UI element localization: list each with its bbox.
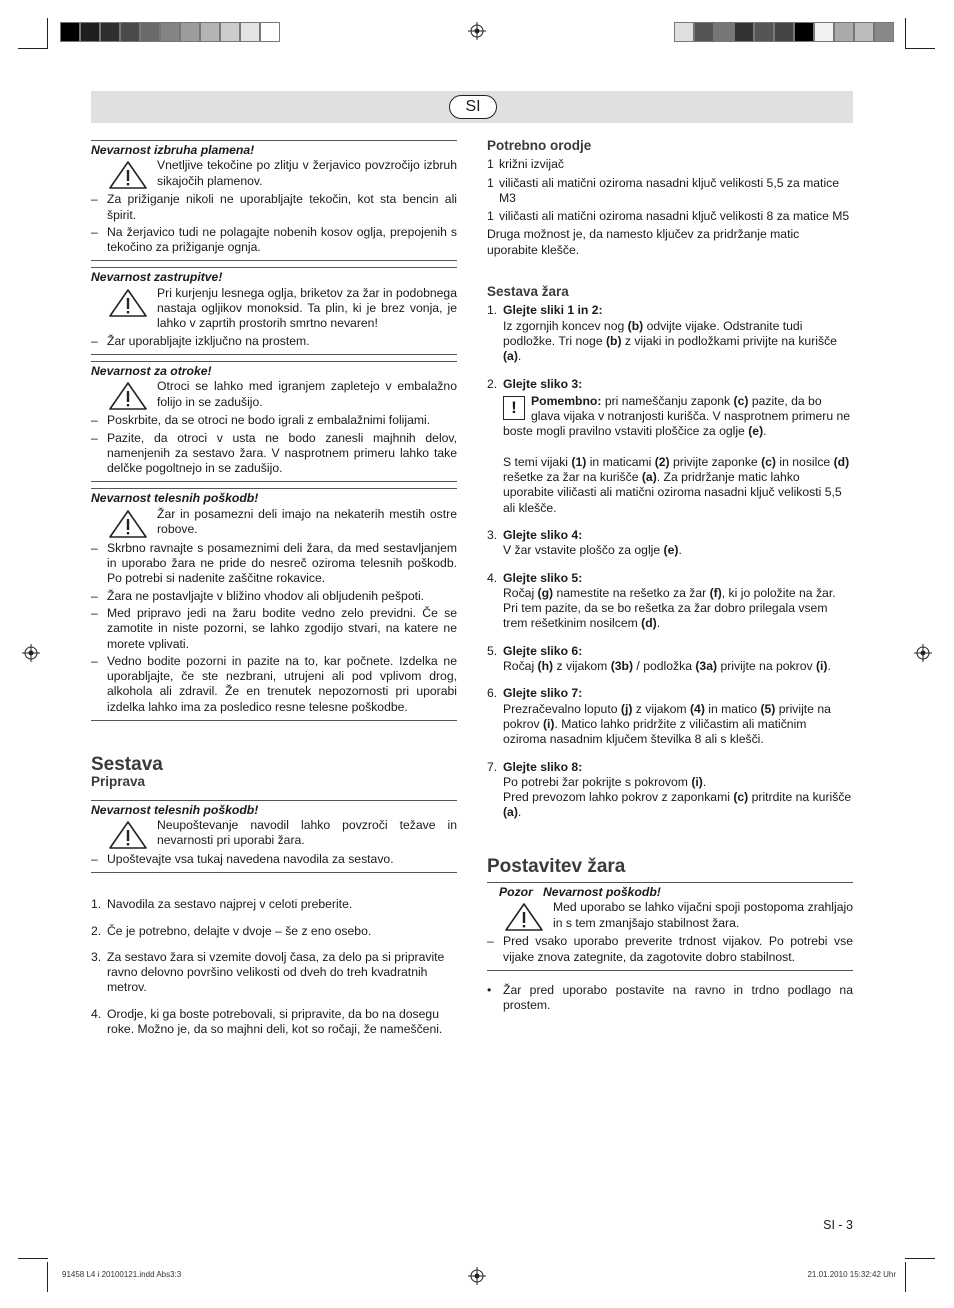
list-item: – Pred vsako uporabo preverite trdnost vijakov. Po potrebi vse vijake znova zategnite, da zagotovite dobro stabilnost. xyxy=(487,934,853,964)
language-badge: SI xyxy=(449,95,497,119)
warning-setup xyxy=(487,882,853,971)
assembly-step: 7. Glejte sliko 8: Po potrebi žar pokrijte s pokrovom (i). Pred prevozom lahko pokrov z zaponkami (c) pritrdite na kurišče (a). xyxy=(487,759,852,820)
assembly-step: 2. Glejte sliko 3: ! Pomembno: pri nameščanju zaponk (c) pazite, da bo glava vijaka v notranjosti kurišča. V nasprotnem primeru ne boste mogli pravilno vstaviti ploščice za oglje (e). S temi vijaki (1) in maticami (2) privijte zaponke (c) in nosilce (d) rešetke za žar na kurišče (a). Za pridržanje matic lahko uporabite viličasti ali matični oziroma nasadni ključ velikosti 5,5 ali klešče. xyxy=(487,377,853,516)
warning-triangle-icon xyxy=(107,381,149,411)
warning-triangle-icon xyxy=(107,160,149,190)
registration-target-icon xyxy=(468,22,486,40)
warning-title: Nevarnost telesnih poškodb! xyxy=(91,491,259,506)
subheading-tools: Potrebno orodje xyxy=(487,138,592,153)
warning-title: Nevarnost izbruha plamena! xyxy=(91,143,255,157)
file-info: 91458 L4 i 20100121.indd Abs3:3 xyxy=(62,1270,182,1279)
warning-fire xyxy=(91,140,457,261)
warning-text: Pri kurjenju lesnega oglja, briketov za žar in podobnega nastaja ogljikov monoksid. Ta plin, ki je brez vonja, je lahko v zaprtih prostorih smrtno nevaren! xyxy=(157,285,457,331)
list-item: – Vedno bodite pozorni in pazite na to, kar počnete. Izdelka ne uporabljajte, če ste nezbrani, utrujeni ali pod vplivom drog, alkohola ali zdravil. Že en trenutek nepozornosti pri uporabi izdelka lahko ima za posledico resne telesne poškodbe. xyxy=(91,653,457,714)
list-item: – Skrbno ravnajte s posameznimi deli žara, da med sestavljanjem in uporabo žara ne pride do nesreč oziroma telesnih poškodb. Po potrebi si nadenite zaščitne rokavice. xyxy=(91,540,457,586)
color-swatch xyxy=(834,22,854,42)
warning-injury xyxy=(91,488,457,721)
color-swatch xyxy=(200,22,220,42)
left-column xyxy=(91,140,457,1037)
subheading-assembly: Sestava žara xyxy=(487,284,569,300)
list-item: 4. Orodje, ki ga boste potrebovali, si pripravite, da bo na dosegu roke. Možno je, da so majhni deli, kot so ročaji, že nameščeni. xyxy=(91,1006,443,1036)
assembly-step: 3. Glejte sliko 4: V žar vstavite ploščo za oglje (e). xyxy=(487,527,682,558)
color-bar-right xyxy=(674,22,894,42)
color-swatch xyxy=(140,22,160,42)
bullet-item: • Žar pred uporabo postavite na ravno in trdno podlago na prostem. xyxy=(487,982,853,1013)
crop-mark xyxy=(47,1262,48,1292)
crop-mark xyxy=(905,18,906,48)
warning-triangle-icon xyxy=(503,902,545,932)
warning-title: Pozor Nevarnost poškodb! xyxy=(499,884,661,899)
assembly-step: 5. Glejte sliko 6: Ročaj (h) z vijakom (3b) / podložka (3a) privijte na pokrov (i). xyxy=(487,643,831,674)
list-item: 1. Navodila za sestavo najprej v celoti preberite. xyxy=(91,897,353,912)
registration-target-icon xyxy=(914,644,932,662)
assembly-step: 4. Glejte sliko 5: Ročaj (g) namestite na rešetko za žar (f), ki jo položite na žar. Pri tem pazite, da se bo rešetka za žar dobro prilegala vsem trem rešetkinim nosilcem (d). xyxy=(487,570,836,631)
color-swatch xyxy=(874,22,894,42)
warning-text: Žar in posamezni deli imajo na nekaterih mestih ostre robove. xyxy=(157,506,457,537)
list-item: – Žar uporabljajte izključno na prostem. xyxy=(91,333,310,348)
list-item: – Med pripravo jedi na žaru bodite vedno zelo previdni. Če se zamotite in niste pozorni, se lahko zgodijo stvari, na katere ne morete vplivati. xyxy=(91,605,457,651)
list-item: – Upoštevajte vsa tukaj navedena navodila za sestavo. xyxy=(91,851,394,866)
preparation-steps xyxy=(91,897,457,1037)
list-item: 3. Za sestavo žara si vzemite dovolj časa, za delo pa si pripravite ravno delovno površino velikosti od dveh do treh kvadratnih metrov. xyxy=(91,949,445,995)
color-bar-left xyxy=(60,22,280,42)
warning-text: Otroci se lahko med igranjem zapletejo v embalažno folijo in se zadušijo. xyxy=(157,379,457,409)
color-swatch xyxy=(714,22,734,42)
warning-injury-assembly xyxy=(91,800,457,874)
list-item: 1 križni izvijač xyxy=(487,157,565,172)
section-heading-postavitev: Postavitev žara xyxy=(487,855,626,877)
right-column xyxy=(487,138,853,1015)
section-heading-sestava: Sestava xyxy=(91,754,163,776)
warning-triangle-icon xyxy=(107,820,149,850)
color-swatch xyxy=(734,22,754,42)
crop-mark xyxy=(18,48,48,49)
list-item: 1 viličasti ali matični oziroma nasadni ključ velikosti 5,5 za matice M3 xyxy=(487,175,840,205)
warning-triangle-icon xyxy=(107,509,149,539)
exclamation-icon: ! xyxy=(503,396,525,420)
tools-note: Druga možnost je, da namesto ključev za pridržanje matic uporabite klešče. xyxy=(487,227,800,257)
crop-mark xyxy=(905,48,935,49)
color-swatch xyxy=(220,22,240,42)
color-swatch xyxy=(674,22,694,42)
list-item: – Na žerjavico tudi ne polagajte nobenih kosov oglja, prepojenih s tekočino za prižiganje ognja. xyxy=(91,224,457,255)
warning-children xyxy=(91,361,457,482)
crop-mark xyxy=(18,1258,48,1259)
color-swatch xyxy=(60,22,80,42)
assembly-step: 6. Glejte sliko 7: Prezračevalno loputo (j) z vijakom (4) in matico (5) privijte na pokrov (i). Matico lahko pridržite z viličastim ali matičnim oziroma nasadnim ključem številka 8 ali s klešči. xyxy=(487,686,831,747)
color-swatch xyxy=(240,22,260,42)
page-number: SI - 3 xyxy=(823,1218,853,1232)
subheading-priprava: Priprava xyxy=(91,774,146,790)
warning-triangle-icon xyxy=(107,288,149,318)
color-swatch xyxy=(180,22,200,42)
list-item: – Poskrbite, da se otroci ne bodo igrali z embalažnimi folijami. xyxy=(91,413,431,428)
color-swatch xyxy=(160,22,180,42)
color-swatch xyxy=(120,22,140,42)
warning-poison xyxy=(91,267,457,354)
crop-mark xyxy=(47,18,48,48)
registration-target-icon xyxy=(468,1267,486,1285)
datetime: 21.01.2010 15:32:42 Uhr xyxy=(807,1270,896,1279)
color-swatch xyxy=(774,22,794,42)
warning-text: Med uporabo se lahko vijačni spoji postopoma zrahljajo in s tem zmanjšajo stabilnost žara. xyxy=(553,900,853,930)
color-swatch xyxy=(260,22,280,42)
color-swatch xyxy=(854,22,874,42)
color-swatch xyxy=(754,22,774,42)
crop-mark xyxy=(905,1262,906,1292)
color-swatch xyxy=(100,22,120,42)
list-item: – Žara ne postavljajte v bližino vhodov ali obljudenih pešpoti. xyxy=(91,588,425,603)
warning-title: Nevarnost telesnih poškodb! xyxy=(91,802,259,817)
list-item: 2. Če je potrebno, delajte v dvoje – še z eno osebo. xyxy=(91,923,372,938)
list-item: – Pazite, da otroci v usta ne bodo zanesli majhnih delov, namenjenih za sestavo žara. V nasprotnem primeru lahko take delčke pogoltnejo in se zadušijo. xyxy=(91,430,457,476)
warning-title: Nevarnost za otroke! xyxy=(91,363,212,378)
important-note: ! Pomembno: pri nameščanju zaponk (c) pazite, da bo glava vijaka v notranjosti kurišča. V nasprotnem primeru ne boste mogli pravilno vstaviti ploščice za oglje (e). xyxy=(503,393,851,439)
color-swatch xyxy=(814,22,834,42)
warning-text: Neupoštevanje navodil lahko povzroči težave in nevarnosti pri uporabi žara. xyxy=(157,817,457,848)
list-item: – Za prižiganje nikoli ne uporabljajte tekočin, kot sta bencin ali špirit. xyxy=(91,192,457,222)
warning-title: Nevarnost zastrupitve! xyxy=(91,270,223,285)
color-swatch xyxy=(694,22,714,42)
crop-mark xyxy=(905,1258,935,1259)
registration-target-icon xyxy=(22,644,40,662)
list-item: 1 viličasti ali matični oziroma nasadni ključ velikosti 8 za matice M5 xyxy=(487,209,850,224)
color-swatch xyxy=(794,22,814,42)
warning-text: Vnetljive tekočine po zlitju v žerjavico povzročijo izbruh sikajočih plamenov. xyxy=(157,158,457,188)
color-swatch xyxy=(80,22,100,42)
assembly-step: 1. Glejte sliki 1 in 2: Iz zgornjih koncev nog (b) odvijte vijake. Odstranite tudi podložke. Tri noge (b) z vijaki in podložkami privijte na kurišče (a). xyxy=(487,303,837,364)
